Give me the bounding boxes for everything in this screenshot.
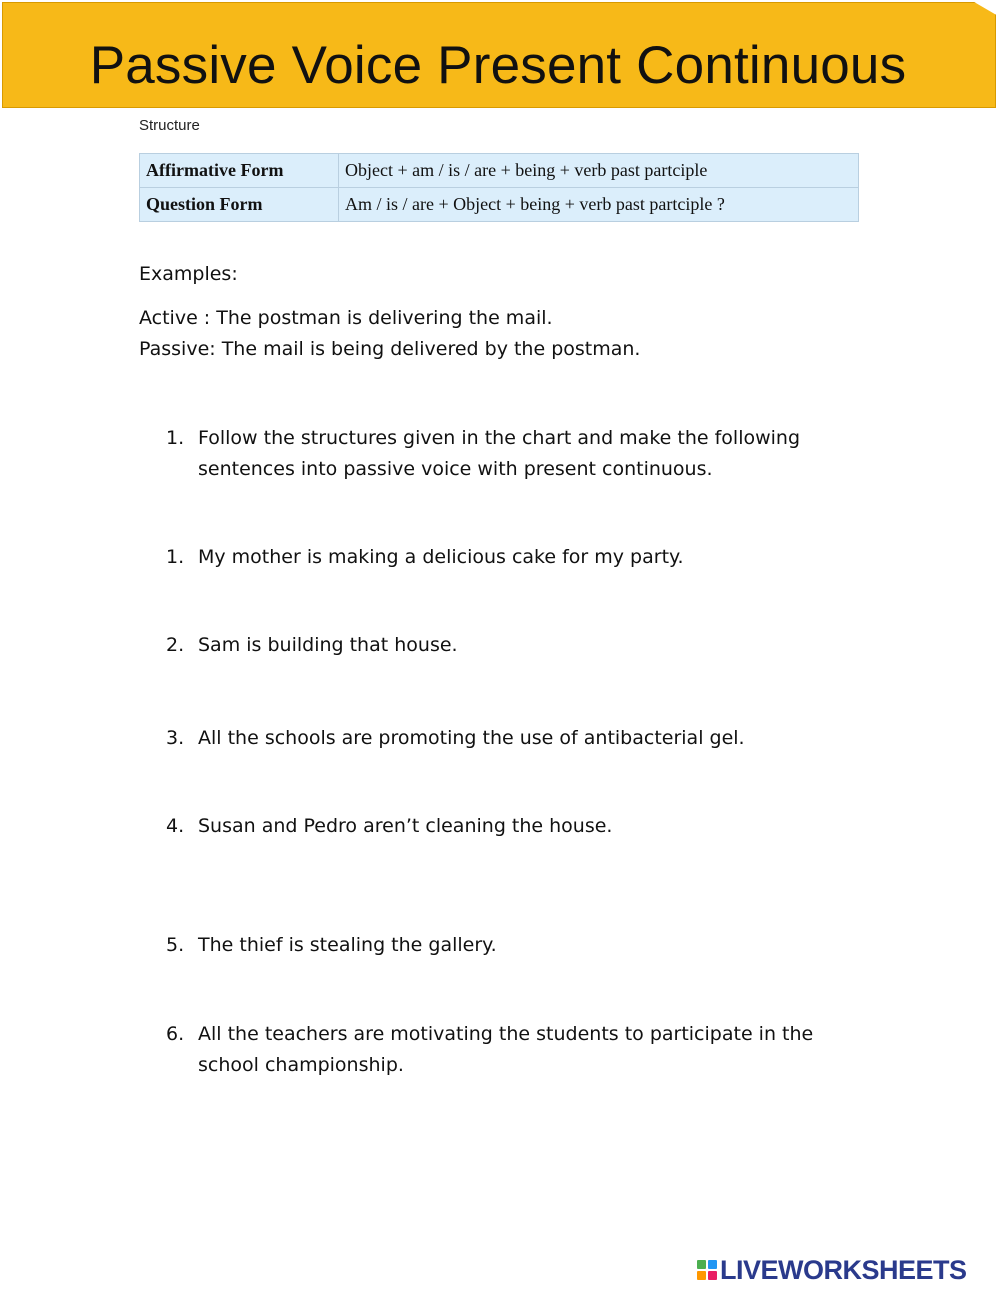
- logo-blocks-icon: [697, 1260, 717, 1280]
- exercise-number: 2.: [166, 634, 185, 656]
- question-form-label: Question Form: [140, 188, 339, 222]
- logo-block: [708, 1260, 717, 1269]
- exercise-number: 4.: [166, 815, 185, 837]
- exercise-sentence: All the schools are promoting the use of antibacterial gel.: [198, 727, 745, 749]
- logo-block: [697, 1260, 706, 1269]
- logo-block: [708, 1271, 717, 1280]
- structure-table: [139, 153, 859, 222]
- logo-block: [697, 1271, 706, 1280]
- page-title: Passive Voice Present Continuous: [89, 36, 907, 95]
- affirmative-form-pattern: Object + am / is / are + being + verb past partciple: [339, 154, 859, 188]
- example-active: Active : The postman is delivering the mail.: [139, 307, 553, 329]
- exercise-number: 3.: [166, 727, 185, 749]
- logo-text: LIVEWORKSHEETS: [720, 1254, 967, 1285]
- exercise-item: [166, 723, 846, 754]
- exercise-number: 1.: [166, 546, 185, 568]
- examples-label: Examples:: [139, 263, 238, 285]
- exercise-sentence: All the teachers are motivating the students to participate in the school championship.: [198, 1023, 814, 1076]
- exercise-number: 5.: [166, 934, 185, 956]
- question-form-pattern: Am / is / are + Object + being + verb past partciple ?: [339, 188, 859, 222]
- instruction: [166, 423, 846, 485]
- exercise-item: [166, 542, 846, 573]
- exercise-item: [166, 930, 846, 961]
- exercise-sentence: Susan and Pedro aren’t cleaning the house.: [198, 815, 613, 837]
- exercise-sentence: The thief is stealing the gallery.: [198, 934, 497, 956]
- liveworksheets-logo[interactable]: [697, 1255, 967, 1285]
- example-passive: Passive: The mail is being delivered by the postman.: [139, 338, 641, 360]
- exercise-number: 6.: [166, 1023, 185, 1045]
- instruction-text: Follow the structures given in the chart and make the following sentences into passive voice with present continuous.: [198, 427, 801, 480]
- exercise-sentence: My mother is making a delicious cake for my party.: [198, 546, 684, 568]
- table-row: [140, 154, 859, 188]
- affirmative-form-label: Affirmative Form: [140, 154, 339, 188]
- exercise-item: [166, 811, 846, 842]
- exercise-sentence: Sam is building that house.: [198, 634, 458, 656]
- exercise-item: [166, 1019, 846, 1081]
- structure-label: Structure: [139, 117, 200, 134]
- table-row: [140, 188, 859, 222]
- exercise-item: [166, 630, 846, 661]
- instruction-number: 1.: [166, 427, 185, 449]
